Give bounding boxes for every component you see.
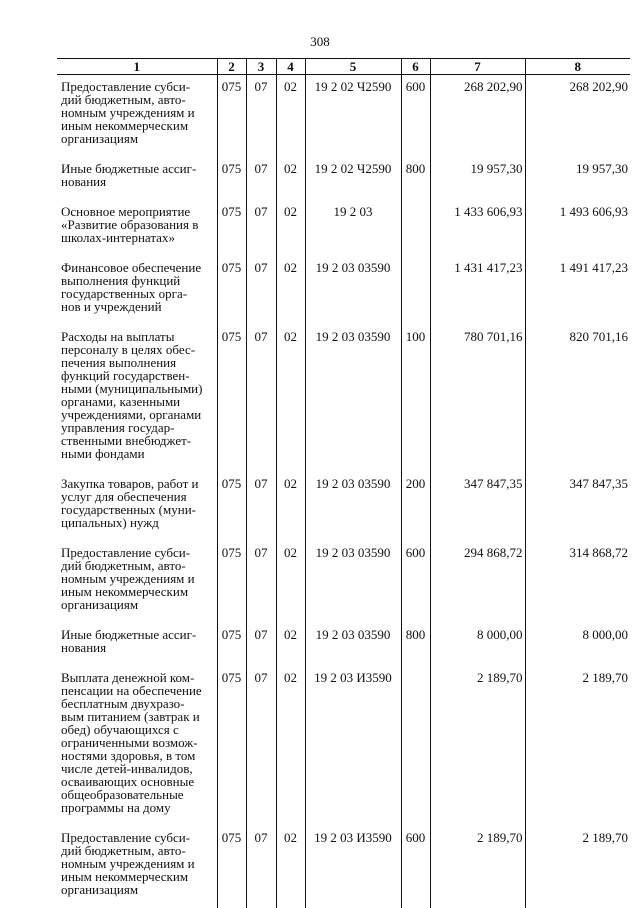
column-header-6: 6 — [401, 59, 430, 75]
row-amount-year2: 268 202,90 — [525, 75, 630, 158]
row-subsection-code: 02 — [276, 826, 305, 908]
row-target-article: 19 2 03 И3590 — [305, 826, 401, 908]
column-header-1: 1 — [57, 59, 217, 75]
row-target-article: 19 2 03 03590 — [305, 256, 401, 325]
row-amount-year2: 19 957,30 — [525, 157, 630, 200]
column-header-2: 2 — [217, 59, 246, 75]
table-row — [57, 325, 630, 472]
table-row — [57, 623, 630, 666]
row-description: Иные бюджетные ассиг- нования — [57, 623, 217, 666]
row-amount-year2: 2 189,70 — [525, 666, 630, 826]
row-target-article: 19 2 03 — [305, 200, 401, 256]
row-target-article: 19 2 03 И3590 — [305, 666, 401, 826]
row-ministry-code: 075 — [217, 541, 246, 623]
row-ministry-code: 075 — [217, 325, 246, 472]
row-amount-year1: 268 202,90 — [430, 75, 525, 158]
row-section-code: 07 — [246, 157, 276, 200]
row-amount-year2: 820 701,16 — [525, 325, 630, 472]
row-description: Предоставление субси- дий бюджетным, авто- номным учреждениям и иным некоммерческим организациям — [57, 75, 217, 158]
table-body — [57, 75, 630, 908]
row-description: Предоставление субси- дий бюджетным, авто- номным учреждениям и иным некоммерческим организациям — [57, 826, 217, 908]
row-subsection-code: 02 — [276, 472, 305, 541]
table-row — [57, 472, 630, 541]
row-amount-year1: 1 431 417,23 — [430, 256, 525, 325]
column-header-8: 8 — [525, 59, 630, 75]
row-target-article: 19 2 03 03590 — [305, 623, 401, 666]
row-amount-year1: 2 189,70 — [430, 826, 525, 908]
row-description: Выплата денежной ком- пенсации на обеспечение бесплатным двухразо- вым питанием (завтрак и обед) обучающихся с ограниченными возмож- ностями здоровья, в том числе детей-инвалидов, осваивающих основные общеобразовательные программы на дому — [57, 666, 217, 826]
row-section-code: 07 — [246, 200, 276, 256]
row-expense-type: 800 — [401, 623, 430, 666]
row-section-code: 07 — [246, 75, 276, 158]
header-row — [57, 59, 630, 75]
row-description: Иные бюджетные ассиг- нования — [57, 157, 217, 200]
row-amount-year2: 1 491 417,23 — [525, 256, 630, 325]
row-expense-type: 100 — [401, 325, 430, 472]
row-subsection-code: 02 — [276, 666, 305, 826]
row-ministry-code: 075 — [217, 256, 246, 325]
row-subsection-code: 02 — [276, 256, 305, 325]
row-amount-year2: 8 000,00 — [525, 623, 630, 666]
row-expense-type — [401, 200, 430, 256]
row-amount-year2: 314 868,72 — [525, 541, 630, 623]
row-amount-year2: 347 847,35 — [525, 472, 630, 541]
row-section-code: 07 — [246, 826, 276, 908]
row-target-article: 19 2 02 Ч2590 — [305, 75, 401, 158]
row-ministry-code: 075 — [217, 826, 246, 908]
row-section-code: 07 — [246, 623, 276, 666]
row-expense-type: 200 — [401, 472, 430, 541]
row-subsection-code: 02 — [276, 200, 305, 256]
table-row — [57, 200, 630, 256]
row-amount-year1: 780 701,16 — [430, 325, 525, 472]
row-target-article: 19 2 03 03590 — [305, 541, 401, 623]
row-subsection-code: 02 — [276, 157, 305, 200]
table-row — [57, 75, 630, 158]
table-row — [57, 666, 630, 826]
row-ministry-code: 075 — [217, 157, 246, 200]
row-expense-type: 800 — [401, 157, 430, 200]
table-row — [57, 256, 630, 325]
row-section-code: 07 — [246, 666, 276, 826]
row-amount-year1: 2 189,70 — [430, 666, 525, 826]
column-header-4: 4 — [276, 59, 305, 75]
table-row — [57, 541, 630, 623]
row-subsection-code: 02 — [276, 541, 305, 623]
row-section-code: 07 — [246, 256, 276, 325]
row-description: Финансовое обеспечение выполнения функций государственных орга- нов и учреждений — [57, 256, 217, 325]
row-expense-type — [401, 256, 430, 325]
row-amount-year1: 294 868,72 — [430, 541, 525, 623]
row-target-article: 19 2 02 Ч2590 — [305, 157, 401, 200]
row-amount-year2: 1 493 606,93 — [525, 200, 630, 256]
row-subsection-code: 02 — [276, 325, 305, 472]
table-row — [57, 157, 630, 200]
row-amount-year1: 1 433 606,93 — [430, 200, 525, 256]
row-ministry-code: 075 — [217, 472, 246, 541]
row-section-code: 07 — [246, 541, 276, 623]
row-amount-year1: 19 957,30 — [430, 157, 525, 200]
row-target-article: 19 2 03 03590 — [305, 325, 401, 472]
row-amount-year2: 2 189,70 — [525, 826, 630, 908]
row-subsection-code: 02 — [276, 623, 305, 666]
column-header-5: 5 — [305, 59, 401, 75]
row-description: Основное мероприятие «Развитие образования в школах-интернатах» — [57, 200, 217, 256]
column-header-3: 3 — [246, 59, 276, 75]
row-ministry-code: 075 — [217, 200, 246, 256]
page-number: 308 — [0, 34, 640, 50]
table-row — [57, 826, 630, 908]
row-ministry-code: 075 — [217, 75, 246, 158]
row-target-article: 19 2 03 03590 — [305, 472, 401, 541]
row-description: Расходы на выплаты персоналу в целях обес- печения выполнения функций государствен- ными (муниципальными) органами, казенными учреждениями, органами управления государ- ственными внебюджет- ными фондами — [57, 325, 217, 472]
row-section-code: 07 — [246, 472, 276, 541]
row-ministry-code: 075 — [217, 666, 246, 826]
row-description: Предоставление субси- дий бюджетным, авто- номным учреждениям и иным некоммерческим организациям — [57, 541, 217, 623]
row-amount-year1: 347 847,35 — [430, 472, 525, 541]
column-header-7: 7 — [430, 59, 525, 75]
row-subsection-code: 02 — [276, 75, 305, 158]
row-expense-type — [401, 666, 430, 826]
row-amount-year1: 8 000,00 — [430, 623, 525, 666]
row-ministry-code: 075 — [217, 623, 246, 666]
row-section-code: 07 — [246, 325, 276, 472]
row-expense-type: 600 — [401, 541, 430, 623]
budget-table — [57, 58, 630, 908]
row-expense-type: 600 — [401, 75, 430, 158]
row-expense-type: 600 — [401, 826, 430, 908]
row-description: Закупка товаров, работ и услуг для обеспечения государственных (муни- ципальных) нужд — [57, 472, 217, 541]
